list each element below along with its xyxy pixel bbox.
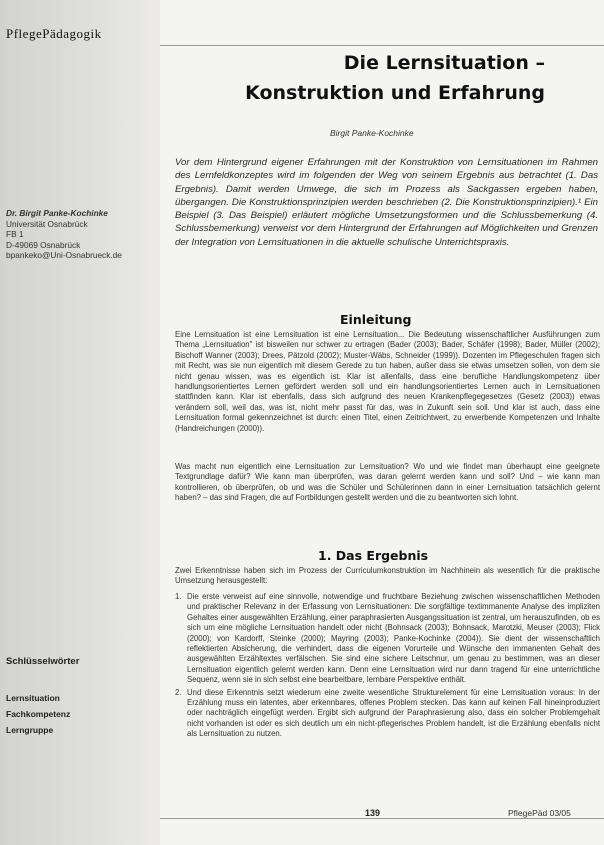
section-heading-einleitung: Einleitung [340, 312, 412, 327]
keyword: Lernsituation [6, 693, 60, 703]
paragraph-intro-2: Was macht nun eigentlich eine Lernsituation zur Lernsituation? Wo und wie findet man überhaupt eine geeignete Textgrundlage dafür? Wie kann man überprüfen, was daran gelernt werden kann und soll? Und – wie kann man kontrollieren, ob überprüfen, ob und was die Schüler und Schülerinnen dann in einer Lernsituation tatsächlich gelernt haben? – das sind Fragen, die auf Fortbildungen gestellt werden und die zu beantworten sich lohnt. [175, 462, 600, 503]
page-number: 139 [362, 808, 383, 818]
article-title [165, 48, 545, 108]
author-department: FB 1 [6, 229, 24, 239]
keywords-title: Schlüsselwörter [6, 656, 80, 667]
list-item: 1. Die erste verweist auf eine sinnvolle, notwendige und fruchtbare Beziehung zwischen wissenschaftlichen Methoden und praktischer Relevanz in der Erfassung von Lernsituationen: Die sorgfältige textimmanente Analyse des impliziten Gehaltes einer ausgewählten Erzählung, einer paraphrasierten Ausgangssituation ist zentral, um herauszufinden, ob es sich um eine mögliche Lernsituation handelt oder nicht (Bohnsack (2003); Bohnsack, Marotzki, Meuser (2003); Flick (2000); von Kardorff, Steinke (2000); Mayring (2003); Panke-Kochinke (2004)). Sie dient der wissenschaftlich reflektierten Absicherung, die verhindert, dass die eigenen Vorurteile und Wünsche den immanenten Gehalt des ausgewählten Erzähltextes verfälschen. Sie sind eine sichere Leitschnur, um genau zu bestimmen, was an dieser Lernsituation eigentlich gelernt werden kann. Denn eine Lernsituation wird nur dann tragend für eine unterrichtliche Sequenz, wenn sie in sich selbst eine bearbeitbare, lernbare Perspektive enthält. [175, 592, 600, 685]
journal-name: PflegePädagogik [6, 26, 102, 41]
list-item: 2. Und diese Erkenntnis setzt wiederum eine zweite wesentliche Strukturelement für eine Lernsituation voraus: In der Erzählung muss ein latentes, aber erkennbares, offenes Problem stecken. Das kann auf keinen Fall hineinproduziert oder nachträglich eingefügt werden. Ergibt sich aufgrund der Paraphrasierung also, dass ein solcher Problemgehalt nicht vorhanden ist oder es sich deutlich um ein nicht-pflegerisches Problem handelt, ist die Erzählung ebenfalls nicht als Lernsituation zu nutzen. [175, 687, 600, 739]
section-heading-ergebnis: 1. Das Ergebnis [318, 548, 429, 563]
author-address: D-49069 Osnabrück [6, 239, 81, 250]
footer-rule [160, 818, 604, 819]
author-affiliation: Universität Osnabrück [6, 218, 88, 229]
keywords-list [6, 690, 70, 738]
author-email: bpankeko@Uni-Osnabrueck.de [6, 250, 122, 260]
abstract: Vor dem Hintergrund eigener Erfahrungen mit der Konstruktion von Lernsituationen im Rahmen des Lernfeldkonzeptes wird im folgenden der Weg von seinem Ergebnis aus betrachtet (1. Das Ergebnis). Damit werden Umwege, die sich im Prozess als Sackgassen ergeben haben, übergangen. Die Konstruktionsprinzipien werden beschrieben (2. Die Konstruktionsprinzipien).¹ Ein Beispiel (3. Das Beispiel) erläutert mögliche Umsetzungsformen und die Schlussbemerkung (4. Schlussbemerkung) verweist vor dem Hintergrund der Erfahrungen auf Möglichkeiten und Grenzen der Integration von Lernsituationen in die aktuelle schulische Unterrichtspraxis. [175, 157, 598, 248]
byline: Birgit Panke-Kochinke [330, 128, 414, 138]
paragraph-ergebnis-intro: Zwei Erkenntnisse haben sich im Prozess der Curriculumkonstruktion im Nachhinein als wesentlich für die praktische Umsetzung herausgestellt: [175, 566, 600, 586]
keyword: Lerngruppe [6, 725, 54, 735]
paragraph-intro-1: Eine Lernsituation ist eine Lernsituation ist eine Lernsituation... Die Bedeutung wissenschaftlicher Ausführungen zum Thema „Lernsituation" ist bisweilen nur schwer zu ertragen (Bader (2003); Bader, Schäfer (1998); Bader, Müller (2002); Bischoff Wanner (2003); Drees, Pätzold (2002); Muster-Wäbs, Schneider (1999)). Dozenten im Pflegeschulen fragen sich mit Recht, was sie nun eigentlich mit diesem Gerede zu tun haben, außer dass sie etwas umsetzen sollen, von dem sie nicht genau wissen, was es eigentlich ist. Klar ist allenfalls, dass eine berufliche Handlungskompetenz über handlungsorientiertes Lernen gefördert werden soll und ein handlungsorientiertes Lernen auch in Lernsituationen stattfinden kann. Klar ist ebenfalls, dass sich aufgrund des neuen Krankenpflegegesetzes (Gesetz (2003)) etwas verändern soll, weil das, was ist, nicht mehr passt für das, was in Zukunft sein soll. Und klar ist auch, dass eine Lernsituation formal gekennzeichnet ist durch: einen Titel, einen Zeitrichtwert, zu erwerbende Kompetenzen und Inhalte (Handreichungen (2000)). [175, 330, 600, 433]
author-info [6, 208, 122, 261]
header-rule [160, 45, 604, 46]
issue-label: PflegePäd 03/05 [508, 808, 571, 818]
title-line-1: Die Lernsituation – [343, 52, 545, 74]
keyword: Fachkompetenz [6, 709, 71, 719]
author-name: Dr. Birgit Panke-Kochinke [6, 208, 108, 218]
findings-list [175, 592, 600, 742]
title-line-2: Konstruktion und Erfahrung [245, 82, 545, 104]
